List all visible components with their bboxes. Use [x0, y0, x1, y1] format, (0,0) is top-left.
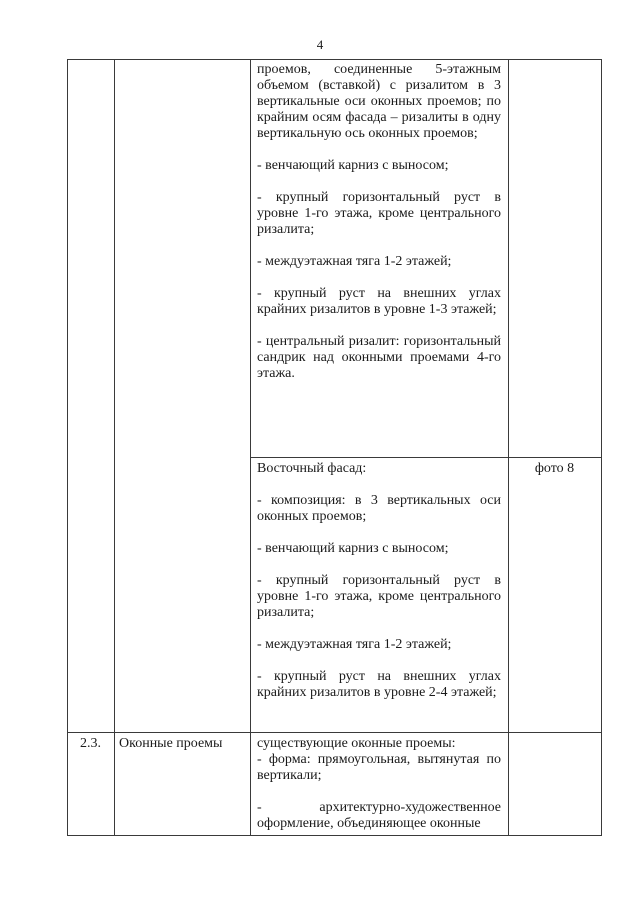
table-border-right	[601, 59, 602, 836]
row-divider-east-facade	[250, 457, 602, 458]
row-divider-2-3	[67, 732, 602, 733]
page-number: 4	[316, 37, 324, 52]
description-item: - крупный горизонтальный руст в уровне 1-го этажа, кроме центрального ризалита;	[257, 190, 501, 237]
description-item: - междуэтажная тяга 1-2 этажей;	[257, 254, 452, 269]
facade-description-continued	[257, 62, 501, 382]
table-border-left	[67, 59, 68, 836]
column-divider-2	[250, 59, 251, 836]
description-item: - архитектурно-художественное оформление, объединяющее оконные	[257, 800, 501, 831]
description-paragraph: проемов, соединенные 5-этажным объемом (вставкой) с ризалитом в 3 вертикальные оси оконных проемов; по крайним осям фасада – ризалиты в одну вертикальную ось оконных проемов;	[257, 62, 501, 141]
row-number: 2.3.	[80, 736, 101, 751]
east-facade-description	[257, 461, 501, 701]
column-divider-3	[508, 59, 509, 836]
column-divider-1	[114, 59, 115, 836]
description-item: - композиция: в 3 вертикальных оси оконных проемов;	[257, 493, 501, 524]
description-item: - венчающий карниз с выносом;	[257, 541, 449, 556]
description-item: - венчающий карниз с выносом;	[257, 158, 449, 173]
description-item: - форма: прямоугольная, вытянутая по вертикали;	[257, 752, 501, 783]
description-item: - крупный руст на внешних углах крайних ризалитов в уровне 1-3 этажей;	[257, 286, 501, 317]
photo-reference: фото 8	[534, 461, 575, 476]
element-name: Оконные проемы	[119, 736, 223, 751]
description-item: - крупный руст на внешних углах крайних ризалитов в уровне 2-4 этажей;	[257, 669, 501, 700]
description-item: - междуэтажная тяга 1-2 этажей;	[257, 637, 452, 652]
description-intro: существующие оконные проемы:	[257, 736, 456, 751]
table-border-top	[67, 59, 602, 60]
document-table	[67, 59, 602, 836]
table-border-bottom	[67, 835, 602, 836]
description-item: - центральный ризалит: горизонтальный сандрик над оконными проемами 4-го этажа.	[257, 334, 501, 381]
description-item: - крупный горизонтальный руст в уровне 1-го этажа, кроме центрального ризалита;	[257, 573, 501, 620]
window-openings-description	[257, 736, 501, 832]
east-facade-heading: Восточный фасад:	[257, 461, 367, 476]
